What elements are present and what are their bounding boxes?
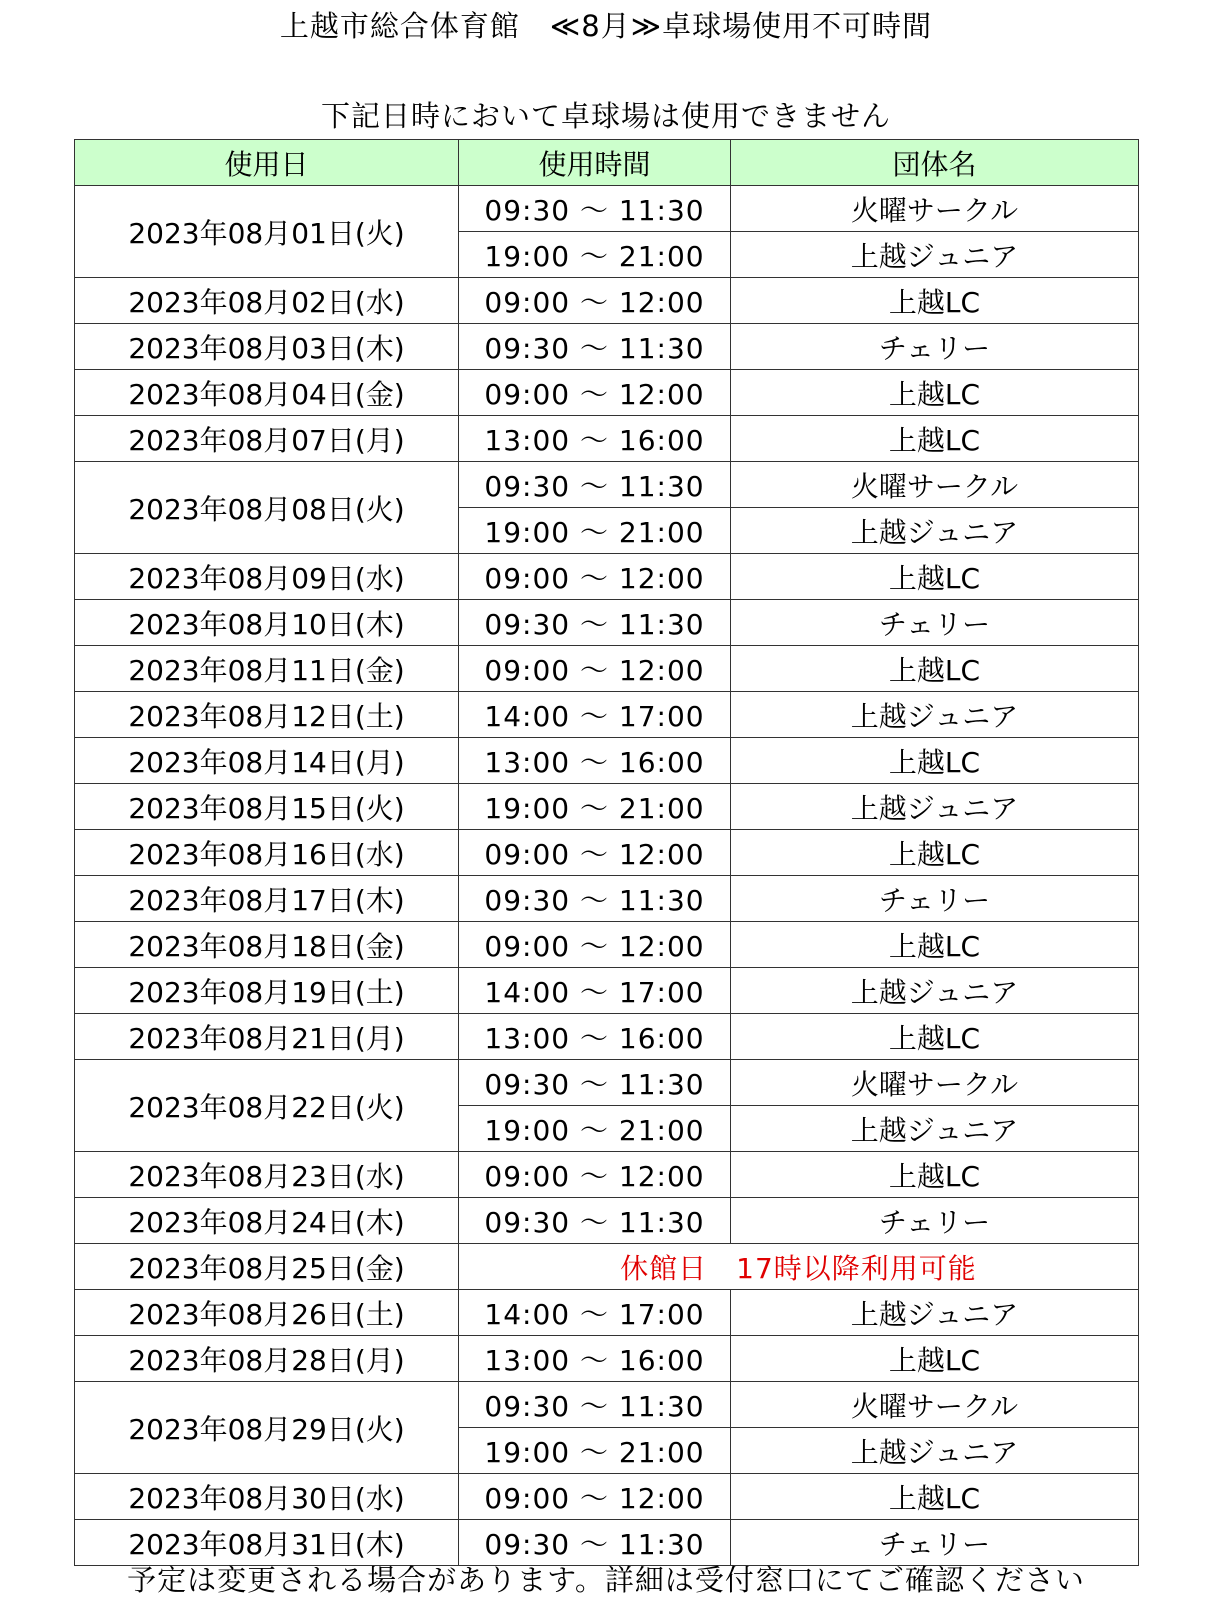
date-cell: 2023年08月22日(火): [75, 1060, 459, 1152]
date-cell: 2023年08月19日(土): [75, 968, 459, 1014]
group-cell: 上越ジュニア: [731, 968, 1139, 1014]
table-row: [75, 416, 1139, 462]
time-cell: 09:00 ～ 12:00: [459, 830, 731, 876]
table-row: [75, 646, 1139, 692]
time-cell: 09:30 ～ 11:30: [459, 324, 731, 370]
table-row: [75, 554, 1139, 600]
table-row: [75, 1060, 1139, 1106]
group-cell: 上越LC: [731, 554, 1139, 600]
footer-note: 予定は変更される場合があります。詳細は受付窓口にてご確認ください: [127, 1563, 1085, 1597]
time-cell: 09:30 ～ 11:30: [459, 1060, 731, 1106]
column-header-group: 団体名: [731, 140, 1139, 186]
time-cell: 09:00 ～ 12:00: [459, 278, 731, 324]
table-row: [75, 600, 1139, 646]
time-cell: 09:30 ～ 11:30: [459, 1520, 731, 1566]
group-cell: 火曜サークル: [731, 462, 1139, 508]
table-row: [75, 1014, 1139, 1060]
time-cell: 09:30 ～ 11:30: [459, 1382, 731, 1428]
column-header-time: 使用時間: [459, 140, 731, 186]
group-cell: 上越LC: [731, 1152, 1139, 1198]
date-cell: 2023年08月09日(水): [75, 554, 459, 600]
date-cell: 2023年08月17日(木): [75, 876, 459, 922]
time-cell: 19:00 ～ 21:00: [459, 1428, 731, 1474]
time-cell: 13:00 ～ 16:00: [459, 416, 731, 462]
date-cell: 2023年08月16日(水): [75, 830, 459, 876]
group-cell: 上越LC: [731, 278, 1139, 324]
group-cell: チェリー: [731, 1198, 1139, 1244]
time-cell: 09:00 ～ 12:00: [459, 554, 731, 600]
date-cell: 2023年08月01日(火): [75, 186, 459, 278]
date-cell: 2023年08月28日(月): [75, 1336, 459, 1382]
table-row: [75, 278, 1139, 324]
date-cell: 2023年08月24日(木): [75, 1198, 459, 1244]
date-cell: 2023年08月12日(土): [75, 692, 459, 738]
table-row: [75, 1198, 1139, 1244]
time-cell: 09:30 ～ 11:30: [459, 600, 731, 646]
date-cell: 2023年08月11日(金): [75, 646, 459, 692]
group-cell: 上越ジュニア: [731, 1290, 1139, 1336]
table-row: [75, 370, 1139, 416]
date-cell: 2023年08月26日(土): [75, 1290, 459, 1336]
time-cell: 14:00 ～ 17:00: [459, 968, 731, 1014]
group-cell: チェリー: [731, 1520, 1139, 1566]
time-cell: 09:30 ～ 11:30: [459, 186, 731, 232]
time-cell: 19:00 ～ 21:00: [459, 508, 731, 554]
table-row: [75, 738, 1139, 784]
table-row: [75, 784, 1139, 830]
group-cell: チェリー: [731, 876, 1139, 922]
table-row: [75, 968, 1139, 1014]
table-row: [75, 692, 1139, 738]
group-cell: 上越LC: [731, 1474, 1139, 1520]
group-cell: 上越LC: [731, 738, 1139, 784]
page-subtitle: 下記日時において卓球場は使用できません: [320, 99, 891, 133]
page-title: 上越市総合体育館 ≪8月≫卓球場使用不可時間: [279, 9, 933, 43]
table-row: [75, 922, 1139, 968]
time-cell: 13:00 ～ 16:00: [459, 738, 731, 784]
table-row: [75, 1244, 1139, 1290]
date-cell: 2023年08月31日(木): [75, 1520, 459, 1566]
time-cell: 13:00 ～ 16:00: [459, 1336, 731, 1382]
time-cell: 14:00 ～ 17:00: [459, 692, 731, 738]
schedule-body: [75, 186, 1139, 1566]
table-header-row: [75, 140, 1139, 186]
group-cell: 火曜サークル: [731, 1382, 1139, 1428]
date-cell: 2023年08月21日(月): [75, 1014, 459, 1060]
date-cell: 2023年08月14日(月): [75, 738, 459, 784]
date-cell: 2023年08月02日(水): [75, 278, 459, 324]
table-row: [75, 186, 1139, 232]
date-cell: 2023年08月23日(水): [75, 1152, 459, 1198]
table-row: [75, 1152, 1139, 1198]
group-cell: 上越ジュニア: [731, 784, 1139, 830]
date-cell: 2023年08月30日(水): [75, 1474, 459, 1520]
group-cell: 上越ジュニア: [731, 1428, 1139, 1474]
table-row: [75, 1520, 1139, 1566]
group-cell: 上越LC: [731, 1336, 1139, 1382]
group-cell: 上越LC: [731, 830, 1139, 876]
table-row: [75, 1382, 1139, 1428]
group-cell: 上越ジュニア: [731, 1106, 1139, 1152]
group-cell: 上越ジュニア: [731, 508, 1139, 554]
table-row: [75, 1474, 1139, 1520]
group-cell: 上越ジュニア: [731, 692, 1139, 738]
date-cell: 2023年08月18日(金): [75, 922, 459, 968]
column-header-date: 使用日: [75, 140, 459, 186]
time-cell: 09:00 ～ 12:00: [459, 1474, 731, 1520]
date-cell: 2023年08月25日(金): [75, 1244, 459, 1290]
date-cell: 2023年08月29日(火): [75, 1382, 459, 1474]
date-cell: 2023年08月08日(火): [75, 462, 459, 554]
time-cell: 09:30 ～ 11:30: [459, 876, 731, 922]
group-cell: 火曜サークル: [731, 1060, 1139, 1106]
time-cell: 13:00 ～ 16:00: [459, 1014, 731, 1060]
time-cell: 09:00 ～ 12:00: [459, 646, 731, 692]
time-cell: 14:00 ～ 17:00: [459, 1290, 731, 1336]
time-cell: 09:30 ～ 11:30: [459, 1198, 731, 1244]
group-cell: チェリー: [731, 324, 1139, 370]
time-cell: 09:30 ～ 11:30: [459, 462, 731, 508]
group-cell: 上越LC: [731, 1014, 1139, 1060]
time-cell: 19:00 ～ 21:00: [459, 1106, 731, 1152]
group-cell: 上越LC: [731, 922, 1139, 968]
table-row: [75, 1336, 1139, 1382]
group-cell: 火曜サークル: [731, 186, 1139, 232]
group-cell: 上越ジュニア: [731, 232, 1139, 278]
date-cell: 2023年08月10日(木): [75, 600, 459, 646]
time-cell: 09:00 ～ 12:00: [459, 1152, 731, 1198]
date-cell: 2023年08月07日(月): [75, 416, 459, 462]
group-cell: チェリー: [731, 600, 1139, 646]
closed-notice-cell: 休館日 17時以降利用可能: [459, 1244, 1139, 1290]
date-cell: 2023年08月04日(金): [75, 370, 459, 416]
date-cell: 2023年08月03日(木): [75, 324, 459, 370]
date-cell: 2023年08月15日(火): [75, 784, 459, 830]
schedule-table: [74, 139, 1139, 1566]
table-row: [75, 1290, 1139, 1336]
table-row: [75, 830, 1139, 876]
group-cell: 上越LC: [731, 646, 1139, 692]
time-cell: 09:00 ～ 12:00: [459, 370, 731, 416]
table-row: [75, 876, 1139, 922]
table-row: [75, 324, 1139, 370]
time-cell: 19:00 ～ 21:00: [459, 784, 731, 830]
time-cell: 09:00 ～ 12:00: [459, 922, 731, 968]
time-cell: 19:00 ～ 21:00: [459, 232, 731, 278]
table-row: [75, 462, 1139, 508]
group-cell: 上越LC: [731, 370, 1139, 416]
group-cell: 上越LC: [731, 416, 1139, 462]
